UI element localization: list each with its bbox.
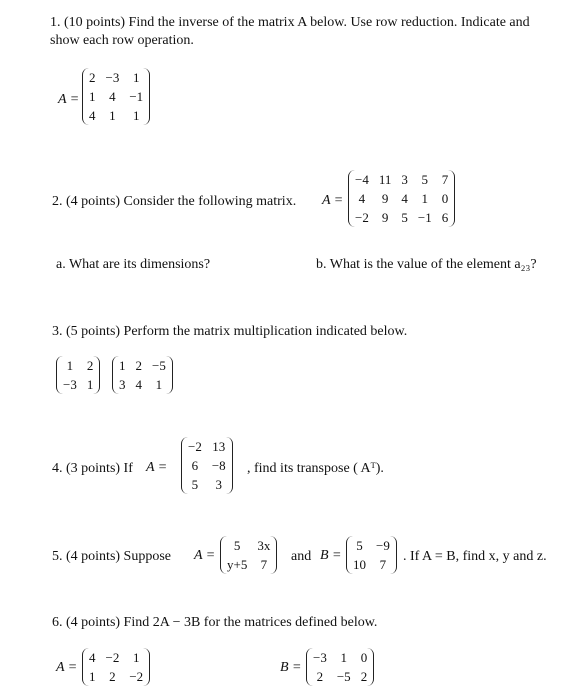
matrix-cell: 7: [441, 171, 449, 187]
matrix-cell: 1: [86, 376, 94, 392]
matrix-cell: 2: [89, 69, 96, 85]
matrix-cell: −2: [188, 438, 202, 454]
matrix-cell: 2: [316, 668, 324, 684]
matrix-cell: −3: [63, 376, 77, 392]
matrix-cell: 4: [109, 88, 116, 104]
q4-text-before: 4. (3 points) If: [52, 461, 133, 476]
matrix-cell: 13: [212, 438, 226, 454]
matrix-cell: 1: [89, 668, 96, 684]
q5-text-before: 5. (4 points) Suppose: [52, 549, 171, 564]
matrix-cell: −8: [211, 457, 226, 473]
q5-matrixB: [348, 536, 395, 574]
matrix-row: [114, 356, 171, 375]
matrix-cell: 1: [340, 649, 348, 665]
matrix-cell: 4: [135, 376, 142, 392]
q6-matrixB-label: B =: [280, 660, 302, 675]
q6-text: 6. (4 points) Find 2A − 3B for the matrices defined below.: [52, 615, 378, 630]
matrix-row: [58, 375, 98, 394]
q5-text-after: . If A = B, find x, y and z.: [403, 549, 547, 564]
matrix-row: [183, 437, 231, 456]
q3-text: 3. (5 points) Perform the matrix multiplication indicated below.: [52, 324, 408, 339]
matrix-row: [114, 375, 171, 394]
matrix-cell: −3: [105, 69, 120, 85]
matrix-cell: −5: [336, 668, 351, 684]
matrix-cell: −2: [129, 668, 144, 684]
matrix-cell: 3: [119, 376, 126, 392]
q2b-text: b. What is the value of the element a₂₃?: [316, 257, 537, 272]
matrix-cell: −2: [105, 649, 120, 665]
matrix-row: [350, 208, 453, 227]
matrix-row: [84, 667, 148, 686]
matrix-cell: 1: [133, 69, 140, 85]
matrix-row: [348, 536, 395, 555]
matrix-cell: 7: [379, 556, 387, 572]
matrix-cell: −1: [417, 209, 432, 225]
matrix-cell: 1: [133, 649, 140, 665]
matrix-cell: 7: [260, 556, 268, 572]
matrix-row: [308, 648, 372, 667]
matrix-row: [348, 555, 395, 574]
q4-matrix: [183, 437, 231, 494]
matrix-cell: 1: [133, 107, 140, 123]
matrix-row: [58, 356, 98, 375]
q5-and: and: [291, 549, 312, 564]
matrix-cell: −2: [355, 209, 369, 225]
q6-matrixB: [308, 648, 372, 686]
q4-text-after: , find its transpose ( Aᵀ).: [247, 461, 384, 476]
q1-matrix: [84, 68, 148, 125]
matrix-cell: 0: [360, 649, 368, 665]
q1-line2: show each row operation.: [50, 33, 194, 48]
matrix-cell: 2: [86, 357, 94, 373]
matrix-cell: 4: [89, 649, 96, 665]
q5-matrixA: [222, 536, 275, 574]
matrix-cell: 3: [401, 171, 408, 187]
q3-left-matrix: [58, 356, 98, 394]
matrix-row: [84, 68, 148, 87]
q1-line1: 1. (10 points) Find the inverse of the matrix A below. Use row reduction. Indicate and: [50, 15, 530, 30]
matrix-cell: 5: [421, 171, 429, 187]
matrix-cell: 2: [360, 668, 368, 684]
q3-right-matrix: [114, 356, 171, 394]
matrix-row: [222, 536, 275, 555]
q2-text: 2. (4 points) Consider the following matrix.: [52, 194, 297, 209]
matrix-cell: 4: [401, 190, 408, 206]
matrix-cell: 10: [353, 556, 366, 572]
matrix-cell: 9: [381, 209, 389, 225]
matrix-cell: 5: [356, 537, 363, 553]
q5-matrixA-label: A =: [194, 548, 216, 563]
matrix-cell: 5: [191, 476, 199, 492]
q2-matrix-label: A =: [322, 193, 344, 208]
q6-matrixA-label: A =: [56, 660, 78, 675]
matrix-cell: 1: [66, 357, 74, 373]
matrix-cell: 0: [441, 190, 449, 206]
matrix-cell: 1: [89, 88, 96, 104]
matrix-cell: −4: [355, 171, 369, 187]
matrix-row: [84, 87, 148, 106]
q2a-text: a. What are its dimensions?: [56, 257, 211, 272]
q2-matrix: [350, 170, 453, 227]
matrix-cell: 2: [135, 357, 142, 373]
matrix-cell: −5: [152, 357, 166, 373]
matrix-row: [183, 475, 231, 494]
matrix-cell: 2: [109, 668, 116, 684]
matrix-cell: 4: [89, 107, 96, 123]
matrix-cell: 4: [358, 190, 366, 206]
matrix-cell: 5: [401, 209, 408, 225]
matrix-cell: 3: [215, 476, 223, 492]
q6-matrixA: [84, 648, 148, 686]
matrix-cell: −3: [313, 649, 327, 665]
matrix-cell: 9: [381, 190, 389, 206]
matrix-cell: 6: [191, 457, 199, 473]
matrix-cell: −1: [129, 88, 144, 104]
matrix-cell: 11: [378, 171, 392, 187]
matrix-cell: −9: [376, 537, 390, 553]
matrix-cell: 5: [233, 537, 241, 553]
matrix-cell: 1: [155, 376, 163, 392]
matrix-row: [308, 667, 372, 686]
matrix-row: [183, 456, 231, 475]
matrix-row: [84, 648, 148, 667]
q5-matrixB-label: B =: [320, 548, 342, 563]
matrix-cell: y+5: [227, 556, 248, 572]
matrix-row: [350, 189, 453, 208]
matrix-row: [222, 555, 275, 574]
matrix-row: [350, 170, 453, 189]
matrix-cell: 1: [109, 107, 116, 123]
matrix-row: [84, 106, 148, 125]
q1-matrix-label: A =: [58, 92, 80, 107]
matrix-cell: 6: [441, 209, 449, 225]
q4-matrix-label: A =: [146, 460, 168, 475]
matrix-cell: 1: [421, 190, 429, 206]
matrix-cell: 3x: [257, 537, 271, 553]
matrix-cell: 1: [119, 357, 126, 373]
